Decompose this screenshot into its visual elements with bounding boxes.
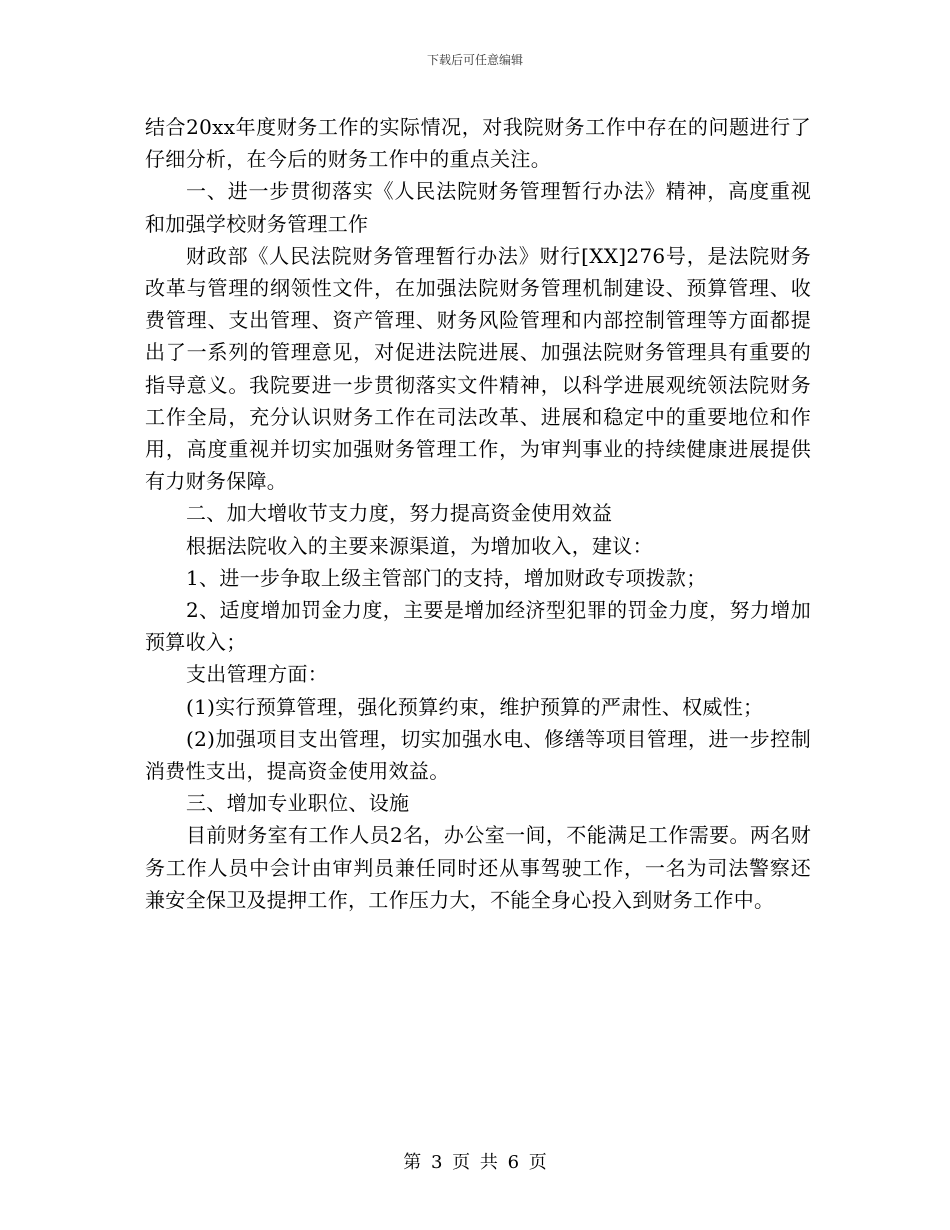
paragraph: 财政部《人民法院财务管理暂行办法》财行[XX]276号，是法院财务改革与管理的纲领性文件，在加强法院财务管理机制建设、预算管理、收费管理、支出管理、资产管理、财务风险管理和内部控制管理等方面都提出了一系列的管理意见，对促进法院进展、加强法院财务管理具有重要的指导意义。我院要进一步贯彻落实文件精神，以科学进展观统领法院财务工作全局，充分认识财务工作在司法改革、进展和稳定中的重要地位和作用，高度重视并切实加强财务管理工作，为审判事业的持续健康进展提供有力财务保障。 [145, 243, 811, 494]
list-item: (1)实行预算管理，强化预算约束，维护预算的严肃性、权威性； [186, 694, 764, 719]
list-item: (2)加强项目支出管理，切实加强水电、修缮等项目管理，进一步控制消费性支出，提高资金使用效益。 [145, 726, 811, 784]
page-number-footer: 第 3 页 共 6 页 [403, 1152, 547, 1173]
section-heading: 一、进一步贯彻落实《人民法院财务管理暂行办法》精神，高度重视和加强学校财务管理工作 [145, 179, 811, 236]
paragraph: 目前财务室有工作人员2名，办公室一间，不能满足工作需要。两名财务工作人员中会计由审判员兼任同时还从事驾驶工作，一名为司法警察还兼安全保卫及提押工作，工作压力大，不能全身心投入到财务工作中。 [145, 823, 811, 912]
section-heading: 二、加大增收节支力度，努力提高资金使用效益 [186, 501, 613, 526]
paragraph: 根据法院收入的主要来源渠道，为增加收入，建议： [186, 533, 653, 558]
paragraph: 支出管理方面： [186, 662, 329, 687]
document-body [145, 111, 811, 916]
section-heading: 三、增加专业职位、设施 [186, 791, 410, 816]
list-item: 1、进一步争取上级主管部门的支持，增加财政专项拨款； [186, 565, 707, 590]
list-item: 2、适度增加罚金力度，主要是增加经济型犯罪的罚金力度，努力增加预算收入； [145, 598, 811, 655]
paragraph: 结合20xx年度财务工作的实际情况，对我院财务工作中存在的问题进行了仔细分析，在今后的财务工作中的重点关注。 [145, 115, 811, 172]
page-header: 下载后可任意编辑 [426, 53, 523, 67]
